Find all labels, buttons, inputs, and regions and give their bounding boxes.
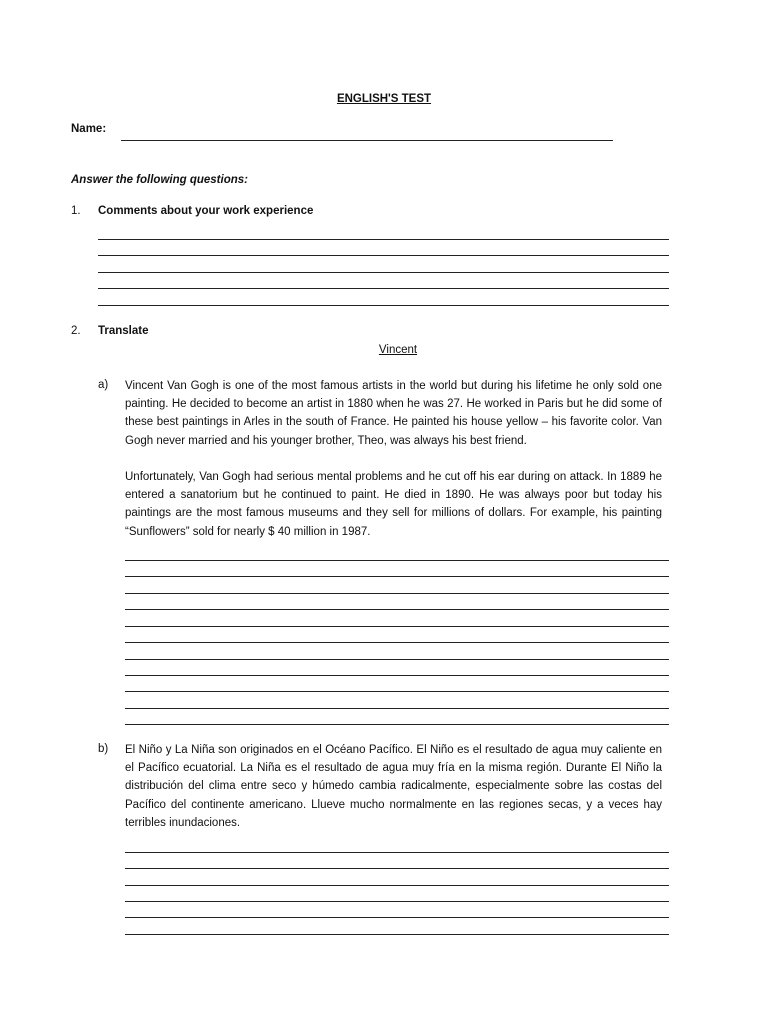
answer-line[interactable] [125,659,669,660]
answer-line[interactable] [125,576,669,577]
answer-line[interactable] [125,691,669,692]
answer-line[interactable] [125,917,669,918]
answer-line[interactable] [125,675,669,676]
answer-line[interactable] [98,288,669,289]
item-a-letter: a) [98,379,109,391]
question-1-label: Comments about your work experience [98,205,314,217]
answer-line[interactable] [125,868,669,869]
item-a-paragraph-2: Unfortunately, Van Gogh had serious mental problems and he cut off his ear during on attack. In 1889 he entered a sanatorium but he continued to paint. He died in 1890. He was always poor but today his paintings are the most famous museums and they sell for millions of dollars. For example, his painting “Sunflowers” sold for nearly $ 40 million in 1987. [125,471,662,538]
answer-line[interactable] [125,593,669,594]
answer-line[interactable] [125,885,669,886]
answer-line[interactable] [98,272,669,273]
question-1-number: 1. [71,205,81,217]
page-title: ENGLISH'S TEST [336,93,432,105]
answer-line[interactable] [125,708,669,709]
answer-line[interactable] [125,934,669,935]
answer-line[interactable] [125,626,669,627]
question-2-number: 2. [71,325,81,337]
reading-subtitle: Vincent [378,344,418,356]
answer-line[interactable] [125,609,669,610]
question-2-label: Translate [98,325,149,337]
item-b-letter: b) [98,743,109,755]
name-answer-line[interactable] [121,140,613,141]
name-label: Name: [71,123,107,135]
answer-line[interactable] [98,239,669,240]
instructions: Answer the following questions: [71,174,248,186]
answer-line[interactable] [125,560,669,561]
item-a-paragraph-1: Vincent Van Gogh is one of the most famous artists in the world but during his lifetime he only sold one painting. He decided to become an artist in 1880 when he was 27. He worked in Paris but he did some of these best paintings in Arles in the south of France. He painted his house yellow – his favorite color. Van Gogh never married and his younger brother, Theo, was always his best friend. [125,380,662,447]
answer-line[interactable] [98,255,669,256]
item-b-paragraph-1: El Niño y La Niña son originados en el Océano Pacífico. El Niño es el resultado de agua muy caliente en el Pacífico ecuatorial. La Niña es el resultado de agua muy fría en la misma región. Durante El Niño la distribución del clima entre seco y húmedo cambia radicalmente, especialmente sobre las costas del Pacífico del continente americano. Llueve mucho normalmente en las regiones secas, y a veces hay terribles inundaciones. [125,744,662,829]
answer-line[interactable] [125,724,669,725]
answer-line[interactable] [98,305,669,306]
answer-line[interactable] [125,852,669,853]
answer-line[interactable] [125,642,669,643]
answer-line[interactable] [125,901,669,902]
